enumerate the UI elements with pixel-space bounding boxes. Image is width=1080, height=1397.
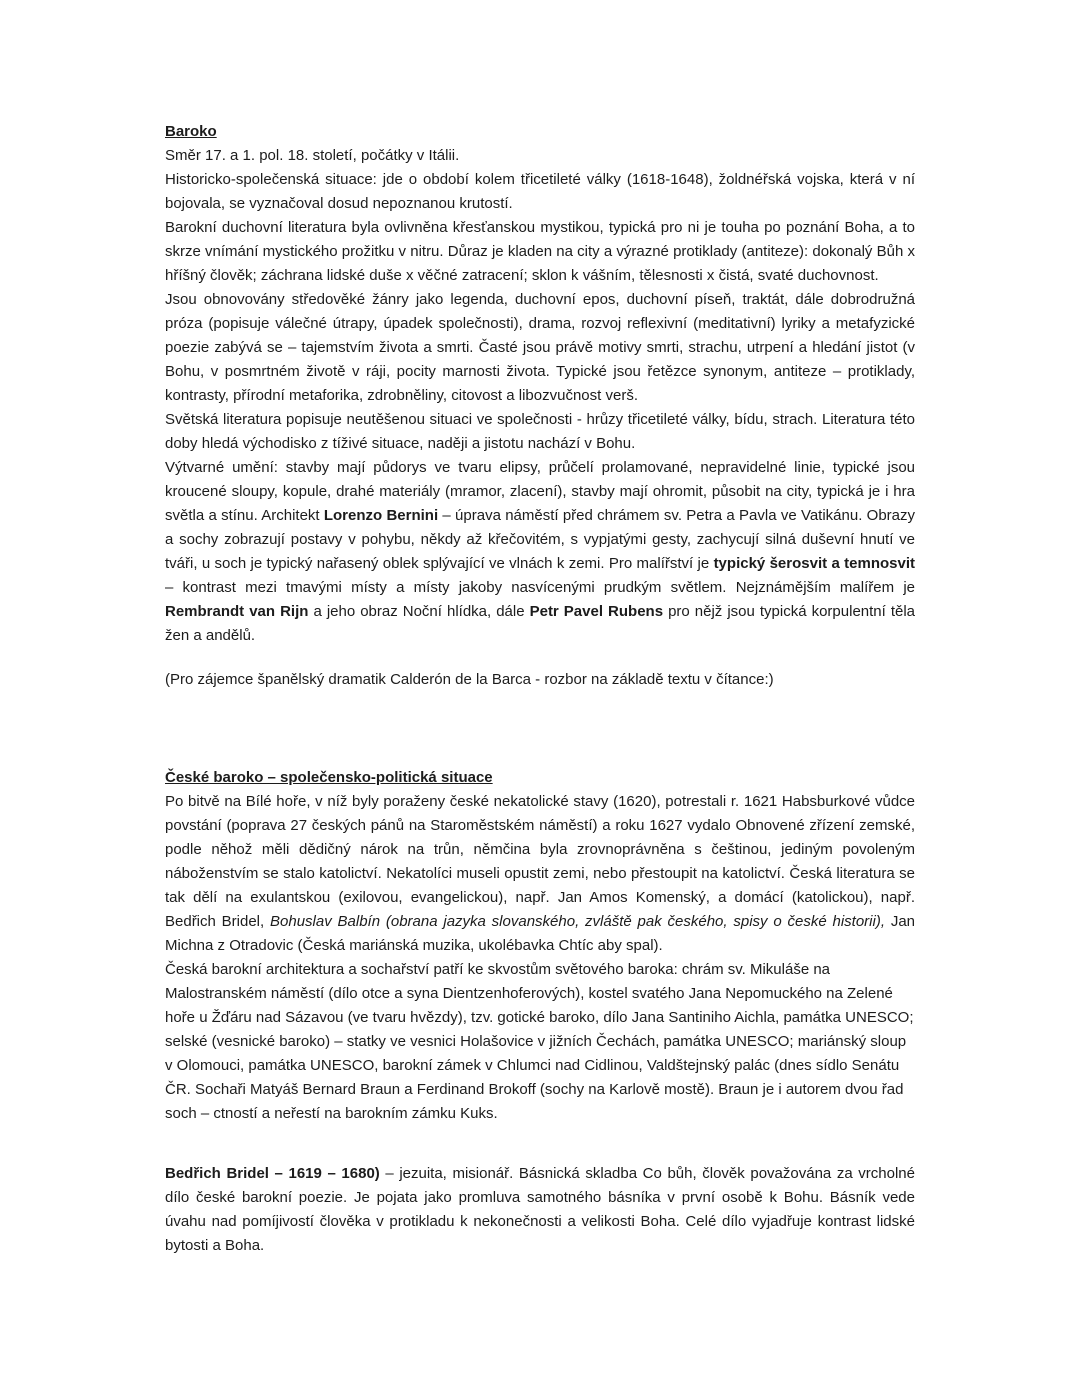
run-bold-serosvit: typický šerosvit a temnosvit xyxy=(713,555,915,572)
run-text: Po bitvě na Bílé hoře, v níž byly poraženy české nekatolické stavy (1620), potrestali r. 1621 Habsburkové vůdce povstání (poprava 27 českých pánů na Staroměstském náměstí) a roku 1627 vydalo Obnovené zřízení zemské, podle něhož měli dědičný nárok na trůn, němčina byla zrovnoprávněna s češtinou, jediným povoleným náboženstvím se stalo katolictví. Nekatolíci museli opustit zemi, nebo přestoupit na katolictví. Česká literatura se tak dělí na exulantskou (exilovou, evangelickou), např. Jan Amos Komenský, a domácí (katolickou), např. Bedřich Bridel, xyxy=(165,793,915,930)
run-text: Výtvarné umění: stavby mají půdorys ve tvaru elipsy, průčelí prolamované, nepravidelné linie, typické jsou kroucené sloupy, kopule, drahé materiály (mramor, zlacení), stavby mají ohromit, působit na city, typická je i hra světla a stínu. Architekt xyxy=(165,459,915,524)
para-barokni-duchovni: Barokní duchovní literatura byla ovlivněna křesťanskou mystikou, typická pro ni je touha po poznání Boha, a to skrze vnímání mystického prožitku v nitru. Důraz je kladen na city a výrazné protiklady (antiteze): dokonalý Bůh x hříšný člověk; záchrana lidské duše x věčné zatracení; sklon k vášním, tělesnosti x čistá, svaté duchovnost. xyxy=(165,219,915,284)
para-historicko-spolecenska: Historicko-společenská situace: jde o období kolem třicetileté války (1618-1648), žoldnéřská vojska, která v ní bojovala, se vyznačoval dosud nepoznanou krutostí. xyxy=(165,171,915,212)
run-bold-rubens: Petr Pavel Rubens xyxy=(529,603,664,620)
para-po-bitve xyxy=(165,790,915,958)
heading-ceske-baroko: České baroko – společensko-politická situace xyxy=(165,769,493,786)
para-vytvarne-umeni xyxy=(165,456,915,648)
para-pro-zajemce: (Pro zájemce španělský dramatik Calderón de la Barca - rozbor na základě textu v čítance:) xyxy=(165,671,774,688)
run-text: – úprava náměstí před chrámem sv. Petra a Pavla ve Vatikánu. Obrazy a sochy zobrazují postavy v pohybu, někdy až křečovitém, s vypjatými gesty, zachycují silná duševní hnutí ve tváři, u soch je typický nařasený oblek splývající ve vlnách k zemi. Pro malířství je xyxy=(165,507,915,572)
run-bold-bedrich-bridel: Bedřich Bridel – 1619 – 1680) xyxy=(165,1165,380,1182)
run-text: – kontrast mezi tmavými místy a místy jakoby nasvícenými prudkým světlem. Nejznámějším malířem je xyxy=(165,579,915,596)
para-bedrich-bridel xyxy=(165,1162,915,1258)
text-block xyxy=(165,120,915,1258)
heading-baroko: Baroko xyxy=(165,123,217,140)
run-text: pro nějž jsou typická korpulentní těla žen a andělů. xyxy=(165,603,916,644)
run-bold-lorenzo-bernini: Lorenzo Bernini xyxy=(323,507,439,524)
para-ceska-architektura: Česká barokní architektura a sochařství patří ke skvostům světového baroka: chrám sv. Mikuláše na Malostranském náměstí (dílo otce a syna Dientzenhoferových), kostel svatého Jana Nepomuckého na Zelené hoře u Žďáru nad Sázavou (ve tvaru hvězdy), tzv. gotické baroko, dílo Jana Santiniho Aichla, památka UNESCO; selské (vesnické baroko) – statky ve vesnici Holašovice v jižních Čechách, památka UNESCO; mariánský sloup v Olomouci, památka UNESCO, barokní zámek v Chlumci nad Cidlinou, Valdštejnský palác (dnes sídlo Senátu ČR. Sochaři Matyáš Bernard Braun a Ferdinand Brokoff (sochy na Karlově mostě). Braun je i autorem dvou řad soch – ctností a neřestí na barokním zámku Kuks. xyxy=(165,961,914,1122)
para-stredoveke-zanry: Jsou obnovovány středověké žánry jako legenda, duchovní epos, duchovní píseň, traktát, dále dobrodružná próza (popisuje válečné útrapy, úpadek společnosti), drama, rozvoj reflexivní (meditativní) lyriky a metafyzické poezie zabývá se – tajemstvím života a smrti. Časté jsou právě motivy smrti, strachu, utrpení a hledání jistot (v Bohu, v posmrtném životě v ráji, pocity marnosti života. Typické jsou řetězce synonym, antiteze – protiklady, kontrasty, přírodní metaforika, zdrobněliny, citovost a libozvučnost verš. xyxy=(165,291,915,404)
para-svetska-literatura: Světská literatura popisuje neutěšenou situaci ve společnosti - hrůzy třicetileté války, bídu, strach. Literatura této doby hledá východisko z tíživé situace, naději a jistotu nachází v Bohu. xyxy=(165,411,915,452)
run-text: a jeho obraz Noční hlídka, dále xyxy=(308,603,530,620)
para-smer: Směr 17. a 1. pol. 18. století, počátky v Itálii. xyxy=(165,147,460,164)
run-text: Jan Michna z Otradovic (Česká mariánská muzika, ukolébavka Chtíc aby spal). xyxy=(165,913,916,954)
run-italic-balbin: Bohuslav Balbín (obrana jazyka slovanského, zvláště pak českého, spisy o české historii), xyxy=(270,913,886,930)
run-bold-rembrandt: Rembrandt van Rijn xyxy=(165,603,309,620)
run-text: – jezuita, misionář. Básnická skladba Co bůh, člověk považována za vrcholné dílo české barokní poezie. Je pojata jako promluva samotného básníka v první osobě k Bohu. Básník vede úvahu nad pomíjivostí člověka v protikladu k nekonečnosti a velikosti Boha. Celé dílo vyjadřuje kontrast lidské bytosti a Boha. xyxy=(165,1165,915,1254)
